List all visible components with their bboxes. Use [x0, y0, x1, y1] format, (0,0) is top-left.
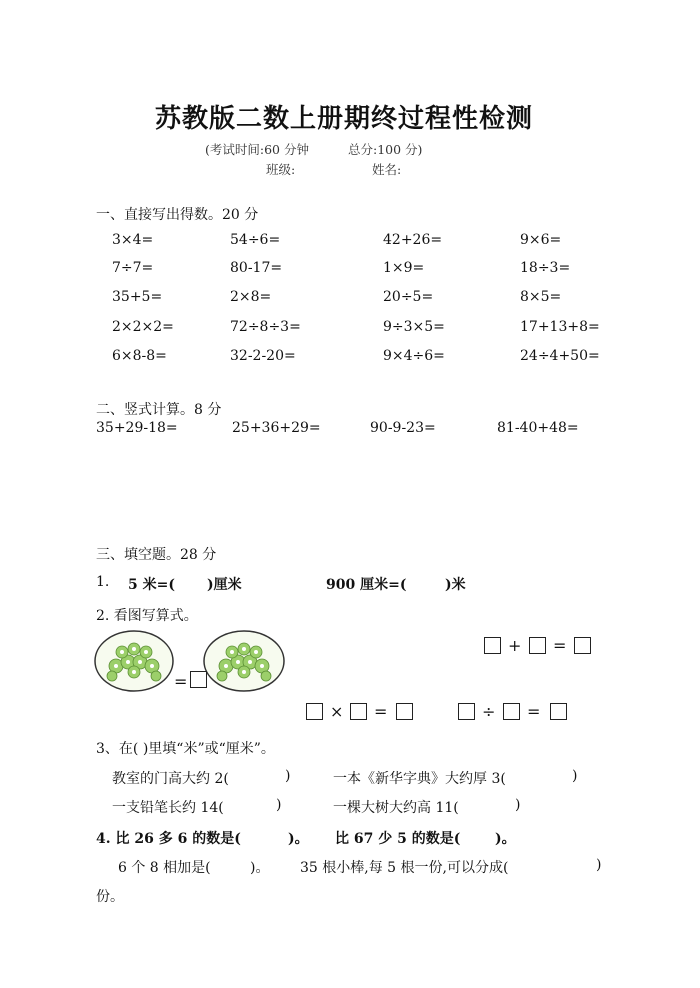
q1-number: 1. — [96, 574, 110, 590]
mental-math-item: 24÷4+50= — [520, 348, 600, 364]
name-label: 姓名: — [372, 162, 402, 177]
q4-part-d-close: ) — [596, 857, 602, 873]
mental-math-item: 72÷8÷3= — [230, 319, 301, 335]
equals-sign: = — [374, 702, 388, 721]
q1-part-b-unit: )米 — [445, 577, 466, 593]
mental-math-item: 3×4= — [112, 232, 154, 248]
mental-math-item: 1×9= — [383, 260, 425, 276]
q3-text: 3、在( )里填“米”或“厘米”。 — [96, 741, 275, 757]
q4-part-b: 比 67 少 5 的数是( — [335, 831, 461, 847]
q4-part-b-close: )。 — [495, 831, 516, 847]
q1-part-b: 900 厘米=( — [326, 577, 407, 593]
vertical-calc-item: 90-9-23= — [370, 420, 436, 436]
mental-math-item: 35+5= — [112, 289, 163, 305]
section1-heading: 一、直接写出得数。20 分 — [96, 207, 259, 223]
q3-item-1: 教室的门高大约 2( — [112, 771, 229, 787]
q2-text: 2. 看图写算式。 — [96, 608, 198, 624]
mental-math-item: 54÷6= — [230, 232, 281, 248]
q3-item-4: 一棵大树大约高 11( — [333, 800, 459, 816]
mental-math-item: 8×5= — [520, 289, 562, 305]
answer-box[interactable] — [503, 703, 520, 720]
q4-part-d: 35 根小棒,每 5 根一份,可以分成( — [300, 860, 509, 876]
answer-box[interactable] — [190, 671, 207, 688]
mental-math-item: 20÷5= — [383, 289, 434, 305]
q4-part-a-close: )。 — [288, 831, 309, 847]
q4-part-c-close: )。 — [250, 860, 270, 876]
vertical-calc-item: 35+29-18= — [96, 420, 178, 436]
answer-box[interactable] — [396, 703, 413, 720]
q1-part-a: 5 米=( — [128, 577, 175, 593]
vertical-calc-item: 81-40+48= — [497, 420, 579, 436]
plus-sign: + — [508, 636, 522, 655]
equals-sign: = — [527, 702, 541, 721]
mental-math-item: 42+26= — [383, 232, 443, 248]
q3-item-4-close: ) — [515, 797, 521, 813]
answer-box[interactable] — [550, 703, 567, 720]
total-score: 总分:100 分) — [348, 142, 423, 157]
section2-heading: 二、竖式计算。8 分 — [96, 402, 222, 418]
q3-item-2: 一本《新华字典》大约厚 3( — [333, 771, 506, 787]
mental-math-item: 32-2-20= — [230, 348, 296, 364]
class-label: 班级: — [266, 162, 296, 177]
mental-math-item: 2×2×2= — [112, 319, 174, 335]
page-title: 苏教版二数上册期终过程性检测 — [155, 104, 534, 134]
q4-part-c: 6 个 8 相加是( — [118, 860, 211, 876]
right-bowl-image — [204, 631, 284, 691]
times-sign: × — [330, 702, 344, 721]
left-bowl-image — [95, 631, 173, 691]
answer-box[interactable] — [350, 703, 367, 720]
q3-item-2-close: ) — [572, 768, 578, 784]
q4-part-e: 份。 — [96, 889, 124, 905]
mental-math-item: 7÷7= — [112, 260, 154, 276]
answer-box[interactable] — [306, 703, 323, 720]
divide-sign: ÷ — [482, 702, 496, 721]
answer-box[interactable] — [484, 637, 501, 654]
answer-box[interactable] — [458, 703, 475, 720]
q4-part-a: 4. 比 26 多 6 的数是( — [96, 831, 241, 847]
q3-item-3-close: ) — [276, 797, 282, 813]
section3-heading: 三、填空题。28 分 — [96, 547, 217, 563]
q3-item-1-close: ) — [285, 768, 291, 784]
mental-math-item: 9×4÷6= — [383, 348, 445, 364]
mental-math-item: 2×8= — [230, 289, 272, 305]
exam-time: (考试时间:60 分钟 — [205, 142, 309, 157]
vertical-calc-item: 25+36+29= — [232, 420, 321, 436]
mental-math-item: 80-17= — [230, 260, 283, 276]
mental-math-item: 9÷3×5= — [383, 319, 445, 335]
answer-box[interactable] — [574, 637, 591, 654]
equals-sign: = — [174, 672, 188, 691]
mental-math-item: 6×8-8= — [112, 348, 167, 364]
q3-item-3: 一支铅笔长约 14( — [112, 800, 224, 816]
mental-math-item: 17+13+8= — [520, 319, 600, 335]
mental-math-item: 9×6= — [520, 232, 562, 248]
answer-box[interactable] — [529, 637, 546, 654]
mental-math-item: 18÷3= — [520, 260, 571, 276]
equals-sign: = — [553, 636, 567, 655]
q1-part-a-unit: )厘米 — [207, 577, 242, 593]
